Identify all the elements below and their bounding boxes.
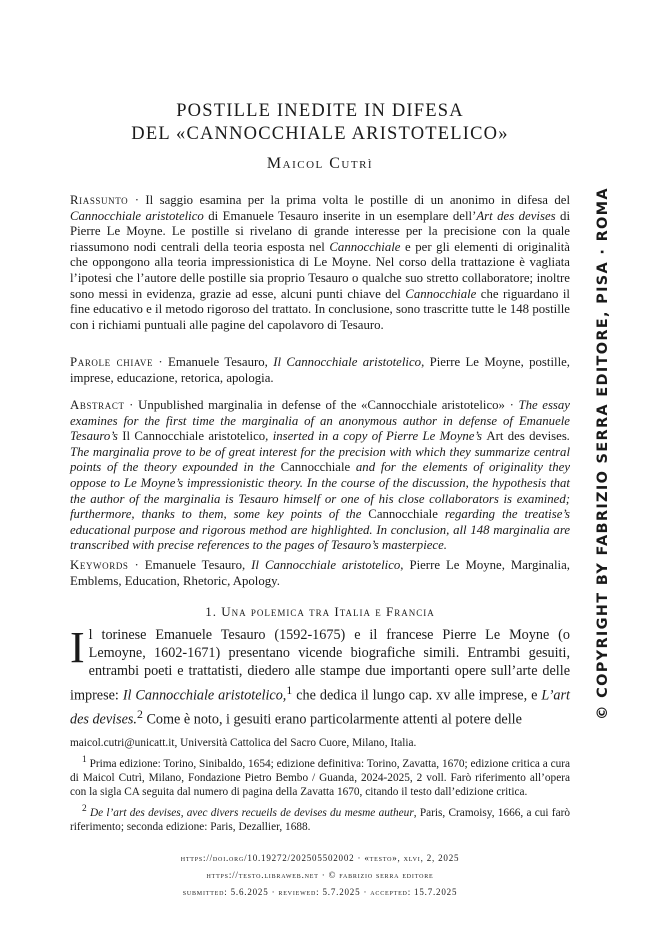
riassunto-text-5: che riguardano il fine educativo e il metodo rigoroso del trattato. In conclusione, sono trascritte tutte le 148 postille con i richiami puntuali alle pagine del capolavoro di Tesauro. [70, 286, 570, 332]
riassunto-italic-2: Art des devises [476, 208, 556, 223]
author-name: Maicol Cutrì [266, 155, 374, 172]
riassunto-label: Riassunto [70, 193, 129, 207]
parole-chiave-italic-1: Il Cannocchiale aristotelico [273, 355, 422, 369]
title-line-1: POSTILLE INEDITE IN DIFESA [176, 101, 464, 121]
footnote-ref-2[interactable]: 2 [136, 706, 143, 721]
riassunto-italic-3: Cannocchiale [329, 239, 401, 254]
footnotes [70, 736, 570, 837]
abstract-roman-4: Cannocchiale [368, 507, 438, 522]
body-italic-1: Il Cannocchiale aristotelico, [122, 687, 287, 704]
abstract-paragraph [70, 398, 570, 554]
riassunto-paragraph [70, 193, 570, 333]
body-paragraph [70, 623, 570, 728]
parole-chiave-text-1: Emanuele Tesauro, [168, 355, 274, 369]
body-italic-2: L’art des devises. [70, 687, 570, 728]
keywords-sep: · [128, 558, 145, 572]
abstract-sep: · [124, 398, 139, 412]
parole-chiave-paragraph [70, 355, 570, 386]
body-text-1: l torinese Emanuele Tesauro (1592-1675) e il francese Pierre Le Moyne (o Lemoyne, 1602-1671) presentano vicende biografiche simili. Entrambi gesuiti, entrambi poeti e trattatisti, diedero alle stampe due importanti opere sull’arte delle imprese: [70, 627, 570, 704]
footer-url[interactable]: https://testo.libraweb.net · © fabrizio serra editore [206, 870, 434, 880]
riassunto-text-1: Il saggio esamina per la prima volta le postille di un anonimo in difesa del [145, 193, 570, 207]
footnote-1-number: 1 [82, 755, 87, 765]
keywords-italic-1: Il Cannocchiale aristotelico [251, 558, 401, 572]
riassunto-sep: · [128, 193, 146, 207]
footnote-ref-1[interactable]: 1 [286, 682, 293, 697]
section-heading: 1. Una polemica tra Italia e Francia [205, 604, 435, 619]
abstract-italic-4: and for the elements of originality they oppose to Le Moyne’s impressionistic theory. In the course of the discussion, the hypothesis that the author of the marginalia is Tesauro himself or one of his close collaborators is examined; furthermore, thanks to them, some key points of the [70, 460, 570, 522]
riassunto-italic-1: Cannocchiale aristotelico [70, 208, 204, 223]
riassunto-text-3: di Pierre Le Moyne. Le postille si rivelano di grande interesse per la precisione con la quale riassumono nodi centrali della teoria esposta nel [70, 208, 571, 254]
parole-chiave-text-2: , Pierre Le Moyne, postille, imprese, educazione, retorica, apologia. [70, 355, 570, 385]
footer-dates: submitted: 5.6.2025 · reviewed: 5.7.2025 · accepted: 15.7.2025 [182, 887, 458, 897]
drop-cap: I [70, 623, 85, 672]
title-line-2: DEL «CANNOCCHIALE ARISTOTELICO» [131, 124, 509, 144]
parole-chiave-sep: · [153, 355, 169, 369]
footnote-2-text: , Paris, Cramoisy, 1666, a cui farò riferimento; seconda edizione: Paris, Dezallier, 1688. [70, 806, 570, 833]
abstract-text-1: Unpublished marginalia in defense of the «Cannocchiale aristotelico» · [138, 398, 519, 412]
abstract-roman-1: Il Cannocchiale aristotelico [122, 429, 266, 444]
keywords-paragraph [70, 558, 570, 589]
riassunto-italic-4: Cannocchiale [405, 286, 477, 301]
footnote-2-italic: De l’art des devises, avec divers recueils de devises du mesme autheur [89, 806, 414, 819]
author-affiliation: maicol.cutri@unicatt.it, Università Cattolica del Sacro Cuore, Milano, Italia. [70, 737, 417, 749]
footnote-1-text: Prima edizione: Torino, Sinibaldo, 1654; edizione definitiva: Torino, Zavatta, 1670; edizione critica a cura di Maicol Cutrì, Milano, Fondazione Pietro Bembo / Guanda, 2024-2025, 2 voll. Farò riferimento all’opera con la sigla CA seguita dal numero di pagina della Zavatta 1670, citando il testo dall’edizione critica. [70, 757, 571, 798]
riassunto-text-2: di Emanuele Tesauro inserite in un esemplare dell’ [203, 208, 477, 223]
copyright-sidebar: © COPYRIGHT BY FABRIZIO SERRA EDITORE, PISA · ROMA [595, 187, 611, 720]
keywords-text-2: , Pierre Le Moyne, Marginalia, Emblems, Education, Rhetoric, Apology. [70, 558, 570, 588]
abstract-label: Abstract [70, 398, 125, 412]
body-text-3: Come è noto, i gesuiti erano particolarmente attenti al potere delle [142, 711, 522, 728]
page-footer [70, 850, 570, 901]
riassunto-text-4: e per gli elementi di originalità che oppongono alla teoria impressionistica di Le Moyne. Nel corso della trattazione è vagliata l’ipotesi che l’autore delle postille sia proprio Tesauro o qualche suo stretto collaboratore; inoltre sono messi in evidenza, grazie ad esse, alcuni punti chiave del [70, 239, 570, 301]
parole-chiave-label: Parole chiave [70, 355, 154, 369]
abstract-italic-3: . The marginalia prove to be of great interest for the precision with which they summarize central points of the theory expounded in the [70, 429, 571, 475]
abstract-italic-5: regarding the treatise’s educational purpose and rigorous method are highlighted. In conclusion, all 148 marginalia are transcribed with precise references to the pages of Tesauro’s masterpiece. [70, 507, 570, 553]
footnote-1 [70, 753, 570, 799]
footnote-2 [70, 802, 570, 834]
abstract-roman-2: Art des devises [486, 429, 567, 444]
keywords-text-1: Emanuele Tesauro, [144, 558, 252, 572]
body-text-2: che dedica il lungo cap. xv alle imprese, e [292, 687, 542, 704]
abstract-roman-3: Cannocchiale [280, 460, 351, 475]
footer-doi[interactable]: https://doi.org/10.19272/202505502002 · «testo», xlvi, 2, 2025 [180, 853, 460, 863]
abstract-italic-1: The essay examines for the first time the marginalia of an anonymous author in defense of Emanuele Tesauro’s [70, 398, 570, 444]
keywords-label: Keywords [70, 558, 129, 572]
article-title [70, 100, 570, 146]
abstract-italic-2: , inserted in a copy of Pierre Le Moyne’s [265, 429, 487, 444]
footnote-2-number: 2 [82, 803, 87, 814]
